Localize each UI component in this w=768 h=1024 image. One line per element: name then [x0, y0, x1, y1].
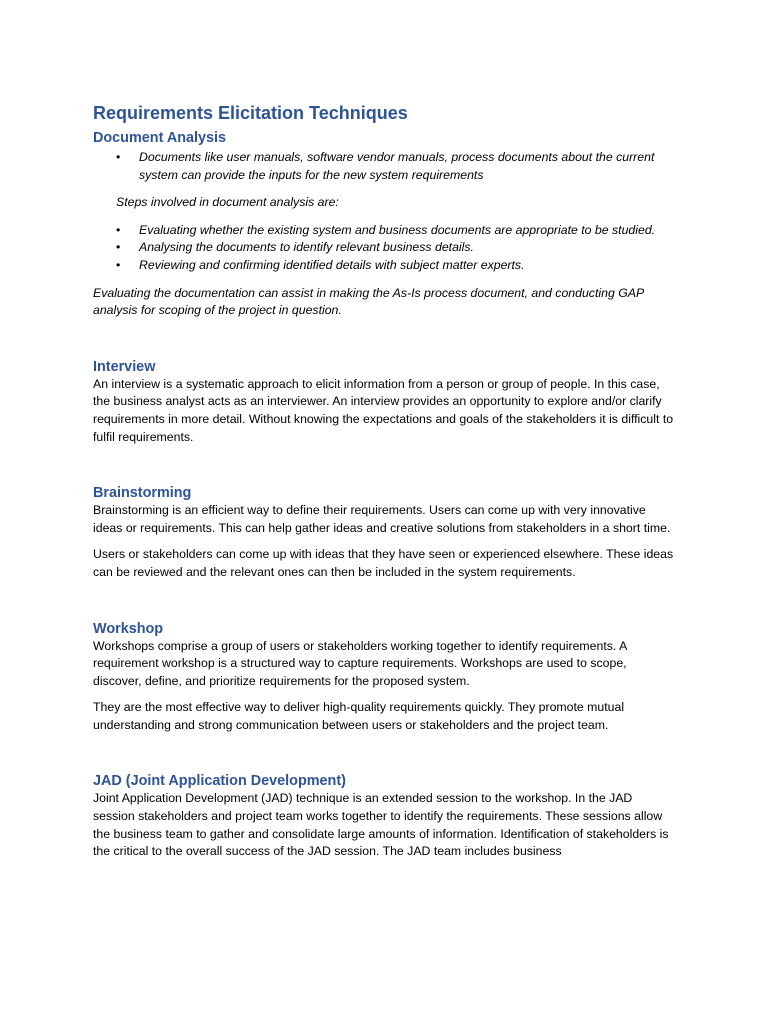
steps-intro: Steps involved in document analysis are: [116, 195, 339, 210]
jad-paragraph: Joint Application Development (JAD) technique is an extended session to the workshop. In the JAD session stakeholders and project team works together to identify the requirements. These sessions allow the business team to gather and consolidate large amounts of information. Identification of stakeholders is the critical to the overall success of the JAD session. The JAD team includes business [93, 791, 669, 859]
section-heading-jad: JAD (Joint Application Development) [93, 773, 346, 790]
list-item: • Documents like user manuals, software vendor manuals, process documents about the current system can provide the inputs for the new system requirements [116, 150, 655, 182]
bullet-icon: • [116, 150, 121, 164]
section-heading-workshop: Workshop [93, 620, 164, 637]
document-analysis-steps [93, 222, 675, 275]
brainstorming-paragraph-1: Brainstorming is an efficient way to define their requirements. Users can come up with very innovative ideas or requirements. This can help gather ideas and creative solutions from stakeholders in a short time. [93, 503, 671, 535]
document-analysis-bullets [93, 149, 675, 184]
workshop-paragraph-1: Workshops comprise a group of users or stakeholders working together to identify requirements. A requirement workshop is a structured way to capture requirements. Workshops are used to scope, discover, define, and prioritize requirements for the proposed system. [93, 638, 627, 688]
list-item: • Evaluating whether the existing system and business documents are appropriate to be studied. [93, 222, 675, 240]
brainstorming-paragraph-2: Users or stakeholders can come up with ideas that they have seen or experienced elsewhere. These ideas can be reviewed and the relevant ones can then be included in the system requirements. [93, 547, 674, 579]
bullet-icon: • [116, 240, 121, 255]
document-body [93, 102, 675, 861]
document-title: Requirements Elicitation Techniques [93, 103, 408, 123]
section-heading-interview: Interview [93, 358, 156, 375]
bullet-icon: • [116, 257, 121, 272]
section-heading-document-analysis: Document Analysis [93, 130, 227, 146]
document-analysis-closing: Evaluating the documentation can assist in making the As-Is process document, and conducting GAP analysis for scoping of the project in question. [93, 285, 644, 318]
workshop-paragraph-2: They are the most effective way to deliver high-quality requirements quickly. They promote mutual understanding and strong communication between users or stakeholders and the project team. [93, 700, 625, 732]
interview-paragraph: An interview is a systematic approach to elicit information from a person or group of people. In this case, the business analyst acts as an interviewer. An interview provides an opportunity to explore and/or clarify requirements in more detail. Without knowing the expectations and goals of the stakeholders it is difficult to fulfil requirements. [93, 376, 674, 444]
section-heading-brainstorming: Brainstorming [93, 485, 192, 502]
list-item: • Analysing the documents to identify relevant business details. [93, 239, 675, 257]
bullet-icon: • [116, 222, 121, 237]
list-item: • Reviewing and confirming identified details with subject matter experts. [93, 257, 675, 275]
